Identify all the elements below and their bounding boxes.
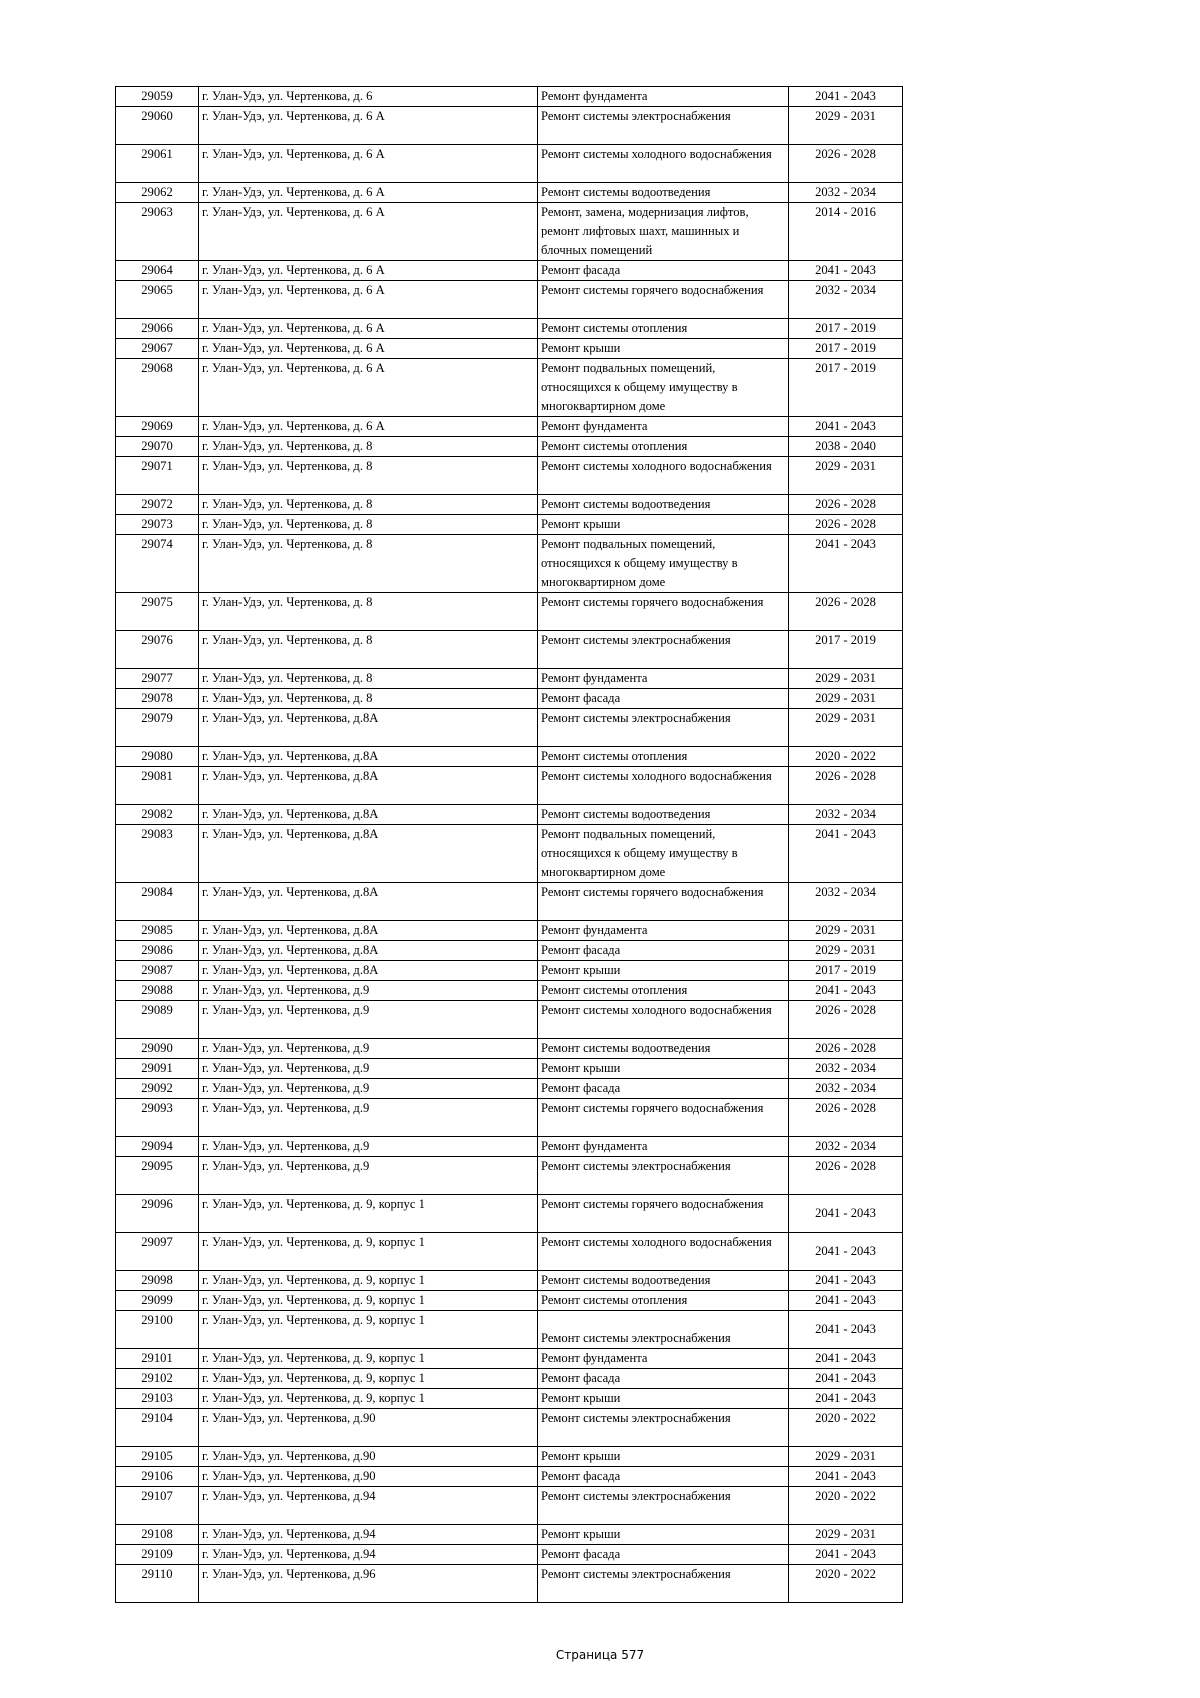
- row-address-cell: г. Улан-Удэ, ул. Чертенкова, д.8А: [199, 767, 538, 805]
- row-id-cell: 29079: [116, 709, 199, 747]
- row-address-cell: г. Улан-Удэ, ул. Чертенкова, д. 6 А: [199, 203, 538, 261]
- row-period-cell: 2041 - 2043: [789, 825, 903, 883]
- row-id-cell: 29067: [116, 339, 199, 359]
- row-period-cell: 2017 - 2019: [789, 359, 903, 417]
- table-row: [116, 1195, 903, 1233]
- row-work-cell: Ремонт фундамента: [538, 417, 789, 437]
- table-row: [116, 689, 903, 709]
- table-row: [116, 495, 903, 515]
- row-period-cell: 2032 - 2034: [789, 281, 903, 319]
- table-row: [116, 1311, 903, 1349]
- row-address-cell: г. Улан-Удэ, ул. Чертенкова, д. 8: [199, 457, 538, 495]
- row-period-cell: 2017 - 2019: [789, 961, 903, 981]
- row-address-cell: г. Улан-Удэ, ул. Чертенкова, д.90: [199, 1467, 538, 1487]
- row-work-cell: Ремонт системы водоотведения: [538, 495, 789, 515]
- row-id-cell: 29089: [116, 1001, 199, 1039]
- row-address-cell: г. Улан-Удэ, ул. Чертенкова, д.9: [199, 1157, 538, 1195]
- table-row: [116, 1001, 903, 1039]
- table-row: [116, 1271, 903, 1291]
- row-period-cell: 2038 - 2040: [789, 437, 903, 457]
- row-period-cell: 2026 - 2028: [789, 495, 903, 515]
- table-row: [116, 535, 903, 593]
- row-period-cell: 2017 - 2019: [789, 631, 903, 669]
- row-id-cell: 29095: [116, 1157, 199, 1195]
- table-body: [116, 87, 903, 1603]
- table-row: [116, 1487, 903, 1525]
- row-period-cell: 2029 - 2031: [789, 1525, 903, 1545]
- row-address-cell: г. Улан-Удэ, ул. Чертенкова, д. 6 А: [199, 145, 538, 183]
- row-id-cell: 29078: [116, 689, 199, 709]
- row-work-cell: Ремонт системы отопления: [538, 981, 789, 1001]
- row-work-cell: Ремонт системы холодного водоснабжения: [538, 1001, 789, 1039]
- row-id-cell: 29068: [116, 359, 199, 417]
- row-id-cell: 29062: [116, 183, 199, 203]
- row-address-cell: г. Улан-Удэ, ул. Чертенкова, д.90: [199, 1409, 538, 1447]
- table-row: [116, 1233, 903, 1271]
- row-work-cell: Ремонт системы холодного водоснабжения: [538, 145, 789, 183]
- row-id-cell: 29074: [116, 535, 199, 593]
- row-period-cell: 2041 - 2043: [789, 1195, 903, 1233]
- row-period-cell: 2032 - 2034: [789, 1079, 903, 1099]
- row-address-cell: г. Улан-Удэ, ул. Чертенкова, д. 8: [199, 437, 538, 457]
- row-work-cell: Ремонт системы отопления: [538, 319, 789, 339]
- table-row: [116, 281, 903, 319]
- row-id-cell: 29077: [116, 669, 199, 689]
- row-address-cell: г. Улан-Удэ, ул. Чертенкова, д. 8: [199, 593, 538, 631]
- row-address-cell: г. Улан-Удэ, ул. Чертенкова, д. 6 А: [199, 417, 538, 437]
- row-address-cell: г. Улан-Удэ, ул. Чертенкова, д.94: [199, 1525, 538, 1545]
- row-period-cell: 2026 - 2028: [789, 1099, 903, 1137]
- table-row: [116, 1039, 903, 1059]
- row-address-cell: г. Улан-Удэ, ул. Чертенкова, д. 8: [199, 669, 538, 689]
- table-row: [116, 981, 903, 1001]
- table-row: [116, 825, 903, 883]
- row-work-cell: Ремонт крыши: [538, 515, 789, 535]
- row-period-cell: 2017 - 2019: [789, 339, 903, 359]
- row-period-cell: 2026 - 2028: [789, 1039, 903, 1059]
- row-period-cell: 2026 - 2028: [789, 515, 903, 535]
- row-work-cell: Ремонт крыши: [538, 961, 789, 981]
- row-id-cell: 29093: [116, 1099, 199, 1137]
- row-work-cell: Ремонт системы водоотведения: [538, 1271, 789, 1291]
- row-work-cell: Ремонт подвальных помещений, относящихся к общему имуществу в многоквартирном доме: [538, 825, 789, 883]
- table-row: [116, 1291, 903, 1311]
- row-period-cell: 2032 - 2034: [789, 183, 903, 203]
- row-period-cell: 2041 - 2043: [789, 981, 903, 1001]
- row-work-cell: Ремонт системы отопления: [538, 1291, 789, 1311]
- row-address-cell: г. Улан-Удэ, ул. Чертенкова, д.8А: [199, 961, 538, 981]
- row-id-cell: 29094: [116, 1137, 199, 1157]
- row-period-cell: 2032 - 2034: [789, 805, 903, 825]
- table-row: [116, 805, 903, 825]
- table-row: [116, 1349, 903, 1369]
- table-row: [116, 261, 903, 281]
- row-address-cell: г. Улан-Удэ, ул. Чертенкова, д.8А: [199, 805, 538, 825]
- row-period-cell: 2026 - 2028: [789, 1001, 903, 1039]
- row-id-cell: 29102: [116, 1369, 199, 1389]
- row-work-cell: Ремонт системы электроснабжения: [538, 1157, 789, 1195]
- page-number: Страница 577: [555, 1648, 645, 1662]
- row-period-cell: 2041 - 2043: [789, 1233, 903, 1271]
- row-id-cell: 29059: [116, 87, 199, 107]
- table-row: [116, 203, 903, 261]
- row-work-cell: Ремонт системы горячего водоснабжения: [538, 1195, 789, 1233]
- row-work-cell: Ремонт системы электроснабжения: [538, 709, 789, 747]
- row-work-cell: Ремонт системы холодного водоснабжения: [538, 767, 789, 805]
- row-id-cell: 29085: [116, 921, 199, 941]
- row-work-cell: Ремонт фасада: [538, 941, 789, 961]
- row-id-cell: 29083: [116, 825, 199, 883]
- row-work-cell: Ремонт фасада: [538, 1545, 789, 1565]
- row-period-cell: 2041 - 2043: [789, 1545, 903, 1565]
- row-id-cell: 29072: [116, 495, 199, 515]
- row-period-cell: 2041 - 2043: [789, 535, 903, 593]
- row-id-cell: 29070: [116, 437, 199, 457]
- row-work-cell: Ремонт системы отопления: [538, 437, 789, 457]
- row-id-cell: 29086: [116, 941, 199, 961]
- row-id-cell: 29107: [116, 1487, 199, 1525]
- row-work-cell: Ремонт крыши: [538, 1059, 789, 1079]
- row-address-cell: г. Улан-Удэ, ул. Чертенкова, д. 6 А: [199, 261, 538, 281]
- row-work-cell: Ремонт системы электроснабжения: [538, 631, 789, 669]
- row-work-cell: Ремонт фасада: [538, 261, 789, 281]
- row-work-cell: Ремонт фундамента: [538, 1137, 789, 1157]
- row-address-cell: г. Улан-Удэ, ул. Чертенкова, д. 6 А: [199, 319, 538, 339]
- row-work-cell: Ремонт системы холодного водоснабжения: [538, 457, 789, 495]
- row-period-cell: 2041 - 2043: [789, 1271, 903, 1291]
- row-period-cell: 2041 - 2043: [789, 417, 903, 437]
- row-period-cell: 2041 - 2043: [789, 261, 903, 281]
- table-row: [116, 1137, 903, 1157]
- row-address-cell: г. Улан-Удэ, ул. Чертенкова, д. 8: [199, 631, 538, 669]
- row-id-cell: 29106: [116, 1467, 199, 1487]
- row-period-cell: 2041 - 2043: [789, 1291, 903, 1311]
- row-id-cell: 29076: [116, 631, 199, 669]
- row-address-cell: г. Улан-Удэ, ул. Чертенкова, д. 9, корпус 1: [199, 1271, 538, 1291]
- row-address-cell: г. Улан-Удэ, ул. Чертенкова, д.9: [199, 1137, 538, 1157]
- row-id-cell: 29088: [116, 981, 199, 1001]
- row-id-cell: 29099: [116, 1291, 199, 1311]
- row-address-cell: г. Улан-Удэ, ул. Чертенкова, д. 6: [199, 87, 538, 107]
- row-period-cell: 2029 - 2031: [789, 107, 903, 145]
- row-period-cell: 2029 - 2031: [789, 709, 903, 747]
- row-work-cell: Ремонт системы электроснабжения: [538, 1409, 789, 1447]
- row-work-cell: Ремонт системы горячего водоснабжения: [538, 1099, 789, 1137]
- row-address-cell: г. Улан-Удэ, ул. Чертенкова, д. 6 А: [199, 359, 538, 417]
- row-address-cell: г. Улан-Удэ, ул. Чертенкова, д. 6 А: [199, 281, 538, 319]
- table-row: [116, 1369, 903, 1389]
- row-work-cell: Ремонт системы горячего водоснабжения: [538, 281, 789, 319]
- row-period-cell: 2029 - 2031: [789, 1447, 903, 1467]
- repair-schedule-table: [115, 86, 903, 1603]
- table-row: [116, 709, 903, 747]
- table-row: [116, 1467, 903, 1487]
- row-id-cell: 29084: [116, 883, 199, 921]
- row-work-cell: Ремонт системы водоотведения: [538, 805, 789, 825]
- row-period-cell: 2026 - 2028: [789, 767, 903, 805]
- row-address-cell: г. Улан-Удэ, ул. Чертенкова, д. 9, корпус 1: [199, 1195, 538, 1233]
- row-id-cell: 29060: [116, 107, 199, 145]
- row-address-cell: г. Улан-Удэ, ул. Чертенкова, д.8А: [199, 825, 538, 883]
- row-id-cell: 29064: [116, 261, 199, 281]
- row-id-cell: 29090: [116, 1039, 199, 1059]
- row-address-cell: г. Улан-Удэ, ул. Чертенкова, д. 9, корпус 1: [199, 1349, 538, 1369]
- row-period-cell: 2041 - 2043: [789, 87, 903, 107]
- row-period-cell: 2032 - 2034: [789, 1137, 903, 1157]
- table-row: [116, 747, 903, 767]
- table-row: [116, 767, 903, 805]
- row-period-cell: 2029 - 2031: [789, 457, 903, 495]
- row-id-cell: 29100: [116, 1311, 199, 1349]
- row-period-cell: 2014 - 2016: [789, 203, 903, 261]
- table-row: [116, 961, 903, 981]
- row-address-cell: г. Улан-Удэ, ул. Чертенкова, д.8А: [199, 883, 538, 921]
- table-row: [116, 437, 903, 457]
- row-work-cell: Ремонт крыши: [538, 1389, 789, 1409]
- row-address-cell: г. Улан-Удэ, ул. Чертенкова, д. 8: [199, 495, 538, 515]
- table-row: [116, 593, 903, 631]
- row-address-cell: г. Улан-Удэ, ул. Чертенкова, д.96: [199, 1565, 538, 1603]
- row-id-cell: 29063: [116, 203, 199, 261]
- row-work-cell: Ремонт системы электроснабжения: [538, 1311, 789, 1349]
- table-row: [116, 417, 903, 437]
- row-work-cell: Ремонт фундамента: [538, 87, 789, 107]
- row-period-cell: 2020 - 2022: [789, 747, 903, 767]
- table-row: [116, 1059, 903, 1079]
- row-work-cell: Ремонт системы холодного водоснабжения: [538, 1233, 789, 1271]
- table-row: [116, 941, 903, 961]
- row-period-cell: 2026 - 2028: [789, 593, 903, 631]
- table-row: [116, 145, 903, 183]
- table-row: [116, 457, 903, 495]
- row-work-cell: Ремонт фасада: [538, 1079, 789, 1099]
- row-period-cell: 2041 - 2043: [789, 1369, 903, 1389]
- row-address-cell: г. Улан-Удэ, ул. Чертенкова, д. 9, корпус 1: [199, 1369, 538, 1389]
- row-address-cell: г. Улан-Удэ, ул. Чертенкова, д.9: [199, 1039, 538, 1059]
- row-work-cell: Ремонт фундамента: [538, 921, 789, 941]
- row-id-cell: 29105: [116, 1447, 199, 1467]
- row-work-cell: Ремонт фасада: [538, 1369, 789, 1389]
- row-work-cell: Ремонт системы отопления: [538, 747, 789, 767]
- row-period-cell: 2029 - 2031: [789, 689, 903, 709]
- table-row: [116, 669, 903, 689]
- table-row: [116, 1545, 903, 1565]
- table-row: [116, 1447, 903, 1467]
- row-work-cell: Ремонт системы электроснабжения: [538, 107, 789, 145]
- row-address-cell: г. Улан-Удэ, ул. Чертенкова, д.94: [199, 1545, 538, 1565]
- row-id-cell: 29069: [116, 417, 199, 437]
- table-row: [116, 1157, 903, 1195]
- row-id-cell: 29104: [116, 1409, 199, 1447]
- row-address-cell: г. Улан-Удэ, ул. Чертенкова, д. 6 А: [199, 107, 538, 145]
- row-id-cell: 29082: [116, 805, 199, 825]
- row-address-cell: г. Улан-Удэ, ул. Чертенкова, д.94: [199, 1487, 538, 1525]
- row-address-cell: г. Улан-Удэ, ул. Чертенкова, д. 8: [199, 515, 538, 535]
- row-work-cell: Ремонт системы горячего водоснабжения: [538, 883, 789, 921]
- row-work-cell: Ремонт системы водоотведения: [538, 1039, 789, 1059]
- row-address-cell: г. Улан-Удэ, ул. Чертенкова, д. 8: [199, 689, 538, 709]
- row-period-cell: 2032 - 2034: [789, 1059, 903, 1079]
- table-row: [116, 1079, 903, 1099]
- row-id-cell: 29096: [116, 1195, 199, 1233]
- table-row: [116, 319, 903, 339]
- row-address-cell: г. Улан-Удэ, ул. Чертенкова, д. 9, корпус 1: [199, 1311, 538, 1349]
- row-id-cell: 29061: [116, 145, 199, 183]
- row-work-cell: Ремонт системы электроснабжения: [538, 1487, 789, 1525]
- row-period-cell: 2020 - 2022: [789, 1487, 903, 1525]
- row-id-cell: 29075: [116, 593, 199, 631]
- row-id-cell: 29087: [116, 961, 199, 981]
- row-address-cell: г. Улан-Удэ, ул. Чертенкова, д.90: [199, 1447, 538, 1467]
- row-id-cell: 29081: [116, 767, 199, 805]
- row-address-cell: г. Улан-Удэ, ул. Чертенкова, д.9: [199, 1059, 538, 1079]
- row-id-cell: 29091: [116, 1059, 199, 1079]
- row-id-cell: 29110: [116, 1565, 199, 1603]
- row-period-cell: 2020 - 2022: [789, 1409, 903, 1447]
- row-work-cell: Ремонт фасада: [538, 689, 789, 709]
- row-id-cell: 29103: [116, 1389, 199, 1409]
- row-id-cell: 29071: [116, 457, 199, 495]
- table-row: [116, 359, 903, 417]
- table-row: [116, 87, 903, 107]
- row-address-cell: г. Улан-Удэ, ул. Чертенкова, д. 9, корпус 1: [199, 1233, 538, 1271]
- table-row: [116, 1099, 903, 1137]
- row-period-cell: 2029 - 2031: [789, 669, 903, 689]
- row-address-cell: г. Улан-Удэ, ул. Чертенкова, д.8А: [199, 709, 538, 747]
- table-row: [116, 1565, 903, 1603]
- row-address-cell: г. Улан-Удэ, ул. Чертенкова, д.8А: [199, 941, 538, 961]
- row-period-cell: 2041 - 2043: [789, 1467, 903, 1487]
- table-row: [116, 883, 903, 921]
- row-address-cell: г. Улан-Удэ, ул. Чертенкова, д.9: [199, 1099, 538, 1137]
- row-address-cell: г. Улан-Удэ, ул. Чертенкова, д. 8: [199, 535, 538, 593]
- row-id-cell: 29097: [116, 1233, 199, 1271]
- row-work-cell: Ремонт фундамента: [538, 669, 789, 689]
- table-row: [116, 921, 903, 941]
- row-period-cell: 2041 - 2043: [789, 1311, 903, 1349]
- table-row: [116, 515, 903, 535]
- row-period-cell: 2029 - 2031: [789, 921, 903, 941]
- table-row: [116, 1389, 903, 1409]
- table-row: [116, 1525, 903, 1545]
- row-work-cell: Ремонт, замена, модернизация лифтов, ремонт лифтовых шахт, машинных и блочных помещений: [538, 203, 789, 261]
- row-work-cell: Ремонт подвальных помещений, относящихся к общему имуществу в многоквартирном доме: [538, 535, 789, 593]
- row-id-cell: 29065: [116, 281, 199, 319]
- row-id-cell: 29066: [116, 319, 199, 339]
- row-id-cell: 29073: [116, 515, 199, 535]
- table-row: [116, 107, 903, 145]
- table-row: [116, 631, 903, 669]
- row-period-cell: 2020 - 2022: [789, 1565, 903, 1603]
- row-address-cell: г. Улан-Удэ, ул. Чертенкова, д.8А: [199, 921, 538, 941]
- row-id-cell: 29098: [116, 1271, 199, 1291]
- row-address-cell: г. Улан-Удэ, ул. Чертенкова, д. 9, корпус 1: [199, 1291, 538, 1311]
- table-row: [116, 339, 903, 359]
- row-id-cell: 29092: [116, 1079, 199, 1099]
- row-id-cell: 29101: [116, 1349, 199, 1369]
- row-period-cell: 2041 - 2043: [789, 1349, 903, 1369]
- row-address-cell: г. Улан-Удэ, ул. Чертенкова, д. 6 А: [199, 339, 538, 359]
- row-id-cell: 29109: [116, 1545, 199, 1565]
- row-work-cell: Ремонт крыши: [538, 1525, 789, 1545]
- row-address-cell: г. Улан-Удэ, ул. Чертенкова, д.8А: [199, 747, 538, 767]
- row-period-cell: 2026 - 2028: [789, 145, 903, 183]
- row-address-cell: г. Улан-Удэ, ул. Чертенкова, д. 6 А: [199, 183, 538, 203]
- row-period-cell: 2029 - 2031: [789, 941, 903, 961]
- row-work-cell: Ремонт подвальных помещений, относящихся к общему имуществу в многоквартирном доме: [538, 359, 789, 417]
- row-work-cell: Ремонт системы водоотведения: [538, 183, 789, 203]
- row-work-cell: Ремонт системы электроснабжения: [538, 1565, 789, 1603]
- row-work-cell: Ремонт крыши: [538, 1447, 789, 1467]
- row-address-cell: г. Улан-Удэ, ул. Чертенкова, д. 9, корпус 1: [199, 1389, 538, 1409]
- row-address-cell: г. Улан-Удэ, ул. Чертенкова, д.9: [199, 1079, 538, 1099]
- table-row: [116, 183, 903, 203]
- row-address-cell: г. Улан-Удэ, ул. Чертенкова, д.9: [199, 1001, 538, 1039]
- row-period-cell: 2041 - 2043: [789, 1389, 903, 1409]
- row-work-cell: Ремонт фасада: [538, 1467, 789, 1487]
- row-id-cell: 29108: [116, 1525, 199, 1545]
- row-period-cell: 2026 - 2028: [789, 1157, 903, 1195]
- row-id-cell: 29080: [116, 747, 199, 767]
- row-period-cell: 2017 - 2019: [789, 319, 903, 339]
- table-row: [116, 1409, 903, 1447]
- row-period-cell: 2032 - 2034: [789, 883, 903, 921]
- row-work-cell: Ремонт фундамента: [538, 1349, 789, 1369]
- row-work-cell: Ремонт системы горячего водоснабжения: [538, 593, 789, 631]
- row-work-cell: Ремонт крыши: [538, 339, 789, 359]
- row-address-cell: г. Улан-Удэ, ул. Чертенкова, д.9: [199, 981, 538, 1001]
